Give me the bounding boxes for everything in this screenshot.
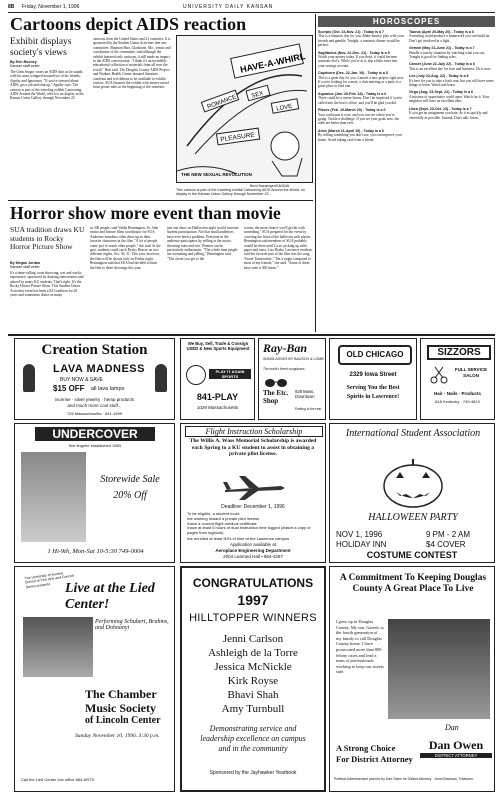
horror-col2: as 300 people, said Valdis Bennington, St. John senior and feature films coordinator for SUA. Audience members often dress up as their favorite characters in the film. "A lot of people come just to watch other people," she said. In the past, students could catch Rocky Horror on two different nights, Oct. 30, 31. This year, however, the film will be shown only on Friday night. Bennington said that SUA had decided to limit the film to three showings this year. — [90, 226, 161, 270]
congrats-head: HILLTOPPER WINNERS — [189, 612, 317, 624]
playit-phone: 841-PLAY — [196, 392, 239, 402]
flight-addr: 2004 Learned Hall • 864-4267 — [223, 554, 283, 559]
lied-org2: Music Society — [85, 701, 156, 715]
performers-photo — [23, 617, 93, 677]
horror-role: Kansan staff writer — [10, 265, 40, 269]
header-rule — [8, 12, 495, 13]
lava-lamp-icon — [155, 364, 167, 392]
aids-col1: The Ginn Seagor wears an AIDS shirt as he stands with his arms wrapped around two of his friends, Apathy and Ignorance. "If you're stressed about AIDS, get a job and shut up," Apathy says. The cartoon is part of the traveling exhibit Cartooning AIDS Around the World, which is on display in the Kansas Union Gallery through November 22. — [10, 70, 84, 101]
cartoon-caption-title: THE NEW SEXUAL REVOLUTION — [181, 172, 252, 177]
congrats-names — [182, 632, 324, 716]
horror-col1: It's a tame-calling, toast-throwing, wet and wacky experience, sponsored by dancing transvestites and adored by many KU students. That's right. It's the Rocky Horror Picture Show. This Student Union Activities event has been a KU tradition for 20 years and sometimes draws as many — [10, 271, 84, 298]
ad-dan-owen — [329, 566, 495, 792]
undercover-address: 1 Hi-9th, Mon-Sat 10-5:30 749-0004 — [47, 548, 144, 555]
creation-title: Creation Station — [41, 342, 148, 358]
flight-deadline: Deadline: December 1, 1996 — [221, 504, 285, 510]
owen-body: I grew up in Douglas County. My son, Garrett, is the fourth generation of my family to call Douglas County home. I have prosecuted more than 800 felony cases and lead a team of professionals working to keep our streets safe. — [336, 619, 384, 675]
ad-hilltopper — [180, 566, 326, 792]
airplane-icon — [221, 474, 287, 502]
horror-col4: screen, the more chance you'll get hit with something." SUA prepared for the event by covering the front of the ballroom with plastic. Bennington said members of SUA probably would be there until 2 a.m. picking up toilet paper and toast. Lisa Drake, Lawrence resident, said her favorite part of the film was the song 'Sweet Transvestite.' "I'm a virgin compared to most of my friends," she said. "Some of them have seen it 300 times." — [244, 226, 313, 270]
halloween-place: HOLIDAY INN — [336, 540, 387, 549]
page-date: Friday, November 1, 1996 — [22, 4, 80, 10]
horoscope-item: Libra (Sept. 23-Oct. 23) - Today is a 7 If you get an assignment you hate, do it as quickly and cheerfully as possible. Instead, Don't talk, listen. — [409, 106, 488, 120]
halloween-cover: $4 COVER — [426, 540, 466, 549]
horoscopes-title: HOROSCOPES — [318, 16, 495, 27]
undercover-pct: 20% Off — [113, 490, 147, 501]
flight-b4: •be enrolled at least 50% of time at the Lawrence campus — [187, 536, 290, 541]
horoscope-item: Sagittarius (Nov. 22-Dec. 21) - Today is a 5 Watch your money today. If you don't, it could become someone else's. While you're at it, slip a little extra into your savings account. — [318, 50, 398, 68]
winner-name: Ashleigh de la Torre — [208, 647, 298, 659]
flight-org: Aeroplace Engineering Department — [215, 548, 291, 553]
ad-flight-scholarship — [180, 423, 326, 563]
congrats-sponsor: Sponsored by the Jayhawker Yearbook — [209, 770, 297, 776]
horoscope-col2 — [409, 30, 495, 123]
aids-caption: This cartoon is part of the traveling exhibit Cartooning AIDS Around the World, on display in the Kansas Union Gallery through November 22. — [176, 188, 305, 197]
chicago-line2: Spirits in Lawrence! — [346, 394, 400, 400]
aids-credit: Brent Swearingen/KANSAN — [250, 184, 290, 188]
owen-signature: Dan — [445, 723, 459, 732]
congrats-tag1: Demonstrating service and — [209, 724, 297, 733]
creation-address: 726 Massachusetts · 841-1999 — [67, 411, 122, 416]
owen-slogan2: For District Attorney — [336, 754, 413, 764]
chicago-address: 2329 Iowa Street — [349, 372, 397, 378]
chicago-line1: Serving You the Best — [346, 385, 400, 391]
svg-text:PLEASURE: PLEASURE — [219, 131, 256, 144]
horror-byline: By Megan Jordan — [10, 261, 40, 265]
owen-foot: Political Advertisement paid for by Dan Owen for District Attorney · Jenni Bowman, Treasurer — [334, 777, 474, 781]
ad-halloween — [329, 423, 495, 563]
ad-play-it-again — [180, 338, 255, 420]
halloween-time: 9 PM - 2 AM — [426, 530, 471, 539]
horoscope-item: Aquarius (Jan. 20-Feb. 18) - Today is a 6 There could be a career bonus. Don't be surprised if you're called into the boss's office, and you'll be glad you did. — [318, 91, 403, 105]
ad-undercover — [14, 423, 175, 563]
cartoon-drawing — [177, 36, 312, 182]
flight-avail: Application available at — [229, 542, 277, 547]
undercover-sale: Storewide Sale — [100, 474, 160, 485]
pumpkin-icon — [382, 458, 444, 508]
flight-banner: Flight Instruction Scholarship — [185, 426, 323, 437]
owen-title: A Commitment To Keeping Douglas County A Great Place To Live — [339, 573, 487, 594]
bicycle-icon — [186, 365, 206, 385]
creation-scope: all lava lamps — [91, 386, 125, 392]
ads-top-rule — [8, 334, 495, 336]
page-header — [8, 3, 495, 12]
winner-name: Kirk Royse — [227, 675, 279, 687]
horoscope-item: Gemini (May 21-June 21) - Today is a 7 Handle a touchy situation by watching what you say. Tonight is good for finding sales. — [409, 46, 485, 60]
congrats-tag2: leadership excellence on campus — [200, 734, 306, 743]
rayban-store: The Etc. Shop — [263, 389, 289, 405]
halloween-date: NOV 1, 1996 — [336, 530, 383, 539]
undercover-title: UNDERCOVER — [35, 427, 155, 441]
winner-name: Jessica McNickle — [214, 661, 292, 673]
ad-old-chicago — [329, 338, 417, 420]
undercover-since: fine lingerie established 1983 — [69, 443, 121, 448]
owen-slogan1: A Strong Choice — [336, 743, 396, 753]
winner-name: Bhavi Shah — [227, 689, 279, 701]
congrats-tag3: and in the community — [218, 744, 288, 753]
lied-org3: of Lincoln Center — [85, 715, 161, 726]
aids-bottom-rule — [8, 200, 313, 201]
paper-name: UNIVERSITY DAILY KANSAN — [183, 4, 274, 10]
rayban-brand: Ray-Ban — [263, 341, 308, 355]
lied-kicker: The University of Kansas School of Fine Arts and Concert Series presents — [24, 571, 75, 590]
rayban-tag: The world's finest sunglasses — [263, 367, 305, 371]
aids-byline: By Erin Rooney — [10, 60, 37, 64]
lied-when: Sunday November 10, 1996. 3:30 p.m. — [75, 733, 160, 739]
ad-lied-center — [14, 566, 175, 792]
scissors-icon — [429, 365, 449, 385]
ad-creation-station — [14, 338, 175, 420]
owen-role: DISTRICT ATTORNEY — [420, 753, 492, 758]
playit-title: We Buy, Sell, Trade & Consign USED & New Sports Equipment — [186, 341, 250, 351]
playit-address: 1029 Massachusetts — [196, 405, 239, 410]
creation-line1: incense · silver jewelry · hemp products — [54, 397, 135, 402]
flight-b2: •have a current flight medical certificate — [187, 521, 257, 526]
horoscope-item: Pisces (Feb. 19-March 20) - Today is a 6 Your confusion is over, and you can see where you're going. Tackle a challenge. If you set your goals now, the odds are better than ever. — [318, 108, 399, 126]
horror-subhead: SUA tradition draws KU students to Rocky Horror Picture Show — [10, 225, 85, 251]
creation-price: $15 OFF — [53, 384, 85, 393]
horoscope-col1 — [318, 30, 404, 145]
lied-perf: Performing Schubert, Brahms, and Dohnanyi — [95, 619, 169, 631]
congrats-year: 1997 — [237, 592, 269, 608]
owen-name: Dan Owen — [428, 738, 484, 752]
horoscope-item: Taurus (April 20-May 20) - Today is a 6 A meeting could produce a framework you can build on. Don't get involved in a fight. — [409, 30, 491, 43]
horoscope-item: Scorpio (Oct. 24-Nov. 21) - Today is a 7 This is a fantastic day for you. Make money, play with your friends and gamble. Tonight, a romantic dinner would be perfect. — [318, 30, 404, 48]
creation-product: LAVA MADNESS — [53, 363, 145, 375]
rayban-parking: Parking to the rear — [295, 407, 322, 411]
flight-eligible: To be eligible, a student must: — [187, 511, 240, 516]
rayban-sub: SUNGLASSES BY BAUSCH & LOMB — [263, 357, 324, 361]
rayban-addr: 928 Mass. Downtown — [295, 389, 315, 399]
winner-name: Jenni Carlson — [222, 633, 284, 645]
owen-family-photo — [388, 619, 490, 719]
model-photo — [21, 452, 86, 542]
creation-deal: BUY NOW & SAVE — [60, 377, 103, 383]
winner-name: Amy Turnbull — [221, 703, 285, 715]
sizzors-name: SIZZORS — [427, 345, 491, 360]
aids-headline: Cartoons depict AIDS reaction — [10, 14, 247, 34]
ad-rayban — [258, 338, 326, 420]
svg-text:LOVE: LOVE — [275, 103, 293, 113]
sunglasses-icon — [265, 375, 287, 385]
lied-title: Live at the Lied Center! — [65, 581, 155, 612]
horoscope-divider — [315, 14, 316, 332]
lied-foot: Call the Lied Center box office 864-ARTS — [21, 777, 95, 782]
chicago-name: OLD CHICAGO — [338, 345, 412, 365]
congrats-title: CONGRATULATIONS — [192, 576, 314, 590]
flight-b3: •have at least 5 hours of dual instruction time logged (attach a copy of pages from logbook) — [187, 525, 311, 535]
lava-lamp-icon — [23, 364, 35, 392]
horoscope-item: Leo (July 23-Aug. 22) - Today is a 6 It's best for you to take a back seat, but you still have some things to learn. Watch and learn. — [409, 74, 494, 88]
horror-col3: just one show on Halloween night would increase student participation. Not that small audiences have ever been a problem. Everyone in the audience participates by yelling at the actors, throwing toast and rice. Women can be particularly enthusiastic. "The whole time people are screaming and yelling," Bennington said. "The closer you get to the — [167, 226, 239, 261]
lied-org1: The Chamber — [85, 687, 157, 701]
ad-sizzors — [420, 338, 495, 420]
page-number: 8B — [8, 4, 15, 10]
svg-text:SEX: SEX — [250, 90, 265, 100]
svg-text:HAVE-A-WHIRL: HAVE-A-WHIRL — [239, 51, 307, 75]
aids-col2: cartoons from the United States and 21 countries. It is sponsored by the Student Union Activities fine arts committee. Shannon Hart, Gladstone, Mo., senior and coordinator of the committee, said although the exhibit featured only cartoons, it still made an impact in the AIDS conversation. "I think it's an incredibly educational collection of materials from all over the world," Hart said. The Douglas County AIDS Project and Watkins Health Center donated literature, condoms and red ribbons to be available to exhibit visitors. SUA finances the exhibit with money raised from poster sales at the beginning of the semester. — [93, 37, 171, 90]
horoscope-item: Capricorn (Dec. 22-Jan. 19) - Today is a 5 This is a great day for you. Launch a new project right now. If you're looking for a mate, a club meeting or a party is a great place to find one. — [318, 71, 404, 89]
aids-subhead: Exhibit displays society's views — [10, 37, 72, 58]
playit-brand: PLAY IT AGAIN SPORTS — [209, 369, 251, 379]
isa-title: International Student Association — [345, 428, 481, 439]
creation-line2: and much more cool stuff... — [67, 403, 122, 408]
horoscope-item: Cancer (June 22-July 22) - Today is a 6 This is an excellent day for love and business. Do it now. — [409, 62, 492, 71]
sizzors-address: 818 Kentucky · 749-4819 — [435, 399, 480, 404]
sizzors-sub: FULL SERVICE SALON — [454, 367, 488, 378]
aids-role: Kansan staff writer — [10, 64, 40, 68]
horoscope-item: Aries (March 21-April 19) - Today is a 6 By selling something you don't use, you can improve your home. Avoid taking cash from a friend. — [318, 128, 402, 142]
svg-text:ROMANCE: ROMANCE — [206, 94, 238, 111]
aids-cartoon — [176, 35, 313, 183]
horoscope-item: Virgo (Aug. 23-Sept. 22) - Today is a 6 A mixture of opportunity could open. Watch for it. Your neighbor will have an excellent idea. — [409, 90, 490, 104]
flight-head: The Willis A. Wass Memorial Scholarship is awarded each Spring to a KU student to assist in obtaining a private pilot license. — [189, 438, 317, 458]
sizzors-services: Hair · Nails · Products — [433, 391, 481, 396]
halloween-contest: COSTUME CONTEST — [366, 550, 458, 560]
halloween-party: HALLOWEEN PARTY — [368, 512, 458, 523]
horror-headline: Horror show more event than movie — [10, 203, 281, 223]
flight-b1: •be working toward a private pilot license — [187, 516, 260, 521]
